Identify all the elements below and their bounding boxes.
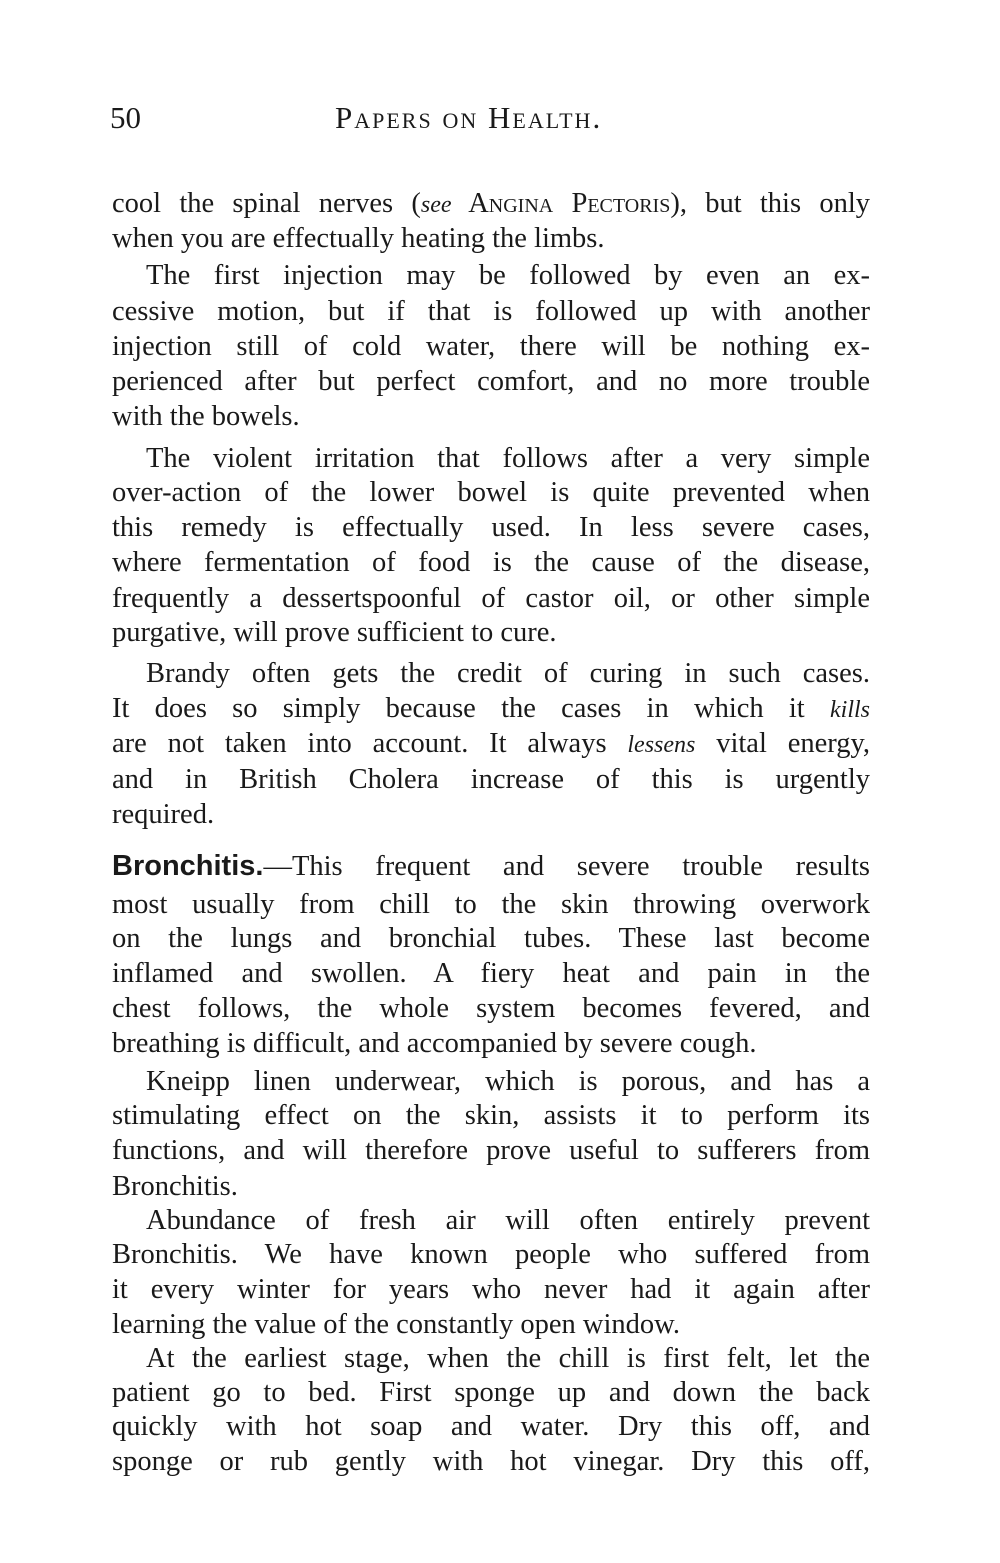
text-segment: and in British Cholera increase of this is urgently <box>112 764 870 795</box>
text-segment: purgative, will prove sufficient to cure. <box>112 617 557 648</box>
text-line <box>112 887 870 922</box>
running-title: Papers on Health. <box>335 100 603 135</box>
text-segment: perienced after but perfect comfort, and no more trouble <box>112 366 870 397</box>
text-segment: sponge or rub gently with hot vinegar. Dry this off, <box>112 1446 870 1477</box>
text-line <box>112 510 870 545</box>
text-segment: where fermentation of food is the cause of the disease, <box>112 547 870 578</box>
text-segment: when you are effectually heating the limbs. <box>112 223 605 254</box>
text-segment: breathing is difficult, and accompanied by severe cough. <box>112 1028 757 1059</box>
text-line <box>112 399 870 434</box>
text-segment: —This frequent and severe trouble results <box>263 851 870 882</box>
text-segment: Angina Pectoris <box>451 188 671 219</box>
text-segment: kills <box>830 697 870 723</box>
text-segment: Abundance of fresh air will often entirely prevent <box>146 1205 870 1236</box>
text-segment: it every winter for years who never had it again after <box>112 1274 870 1305</box>
text-line <box>112 581 870 616</box>
text-segment: learning the value of the constantly open window. <box>112 1309 680 1340</box>
text-segment: most usually from chill to the skin throwing overwork <box>112 889 870 920</box>
text-line <box>112 221 870 256</box>
text-line <box>112 762 870 797</box>
text-line <box>146 1064 870 1099</box>
text-line <box>112 329 870 364</box>
text-line <box>112 991 870 1026</box>
text-line <box>112 1307 870 1342</box>
text-segment: Brandy often gets the credit of curing in such cases. <box>146 658 870 689</box>
text-segment: lessens <box>627 732 696 758</box>
text-line <box>112 364 870 399</box>
text-line <box>112 921 870 956</box>
text-segment: inflamed and swollen. A fiery heat and pain in the <box>112 958 870 989</box>
text-segment: frequently a dessertspoonful of castor oil, or other simple <box>112 583 870 614</box>
text-segment: The first injection may be followed by even an ex- <box>146 260 870 291</box>
text-line <box>112 1169 870 1204</box>
text-line <box>146 441 870 476</box>
text-segment: quickly with hot soap and water. Dry this off, and <box>112 1411 870 1442</box>
text-line <box>112 1409 870 1444</box>
text-line <box>112 294 870 329</box>
text-line <box>112 797 870 832</box>
section-heading: Bronchitis. <box>112 850 264 882</box>
text-line <box>112 545 870 580</box>
text-segment: vital energy, <box>695 728 870 759</box>
text-segment: At the earliest stage, when the chill is first felt, let the <box>146 1343 870 1374</box>
text-line <box>112 691 870 728</box>
text-line <box>112 1098 870 1133</box>
text-segment: functions, and will therefore prove useful to sufferers from <box>112 1135 870 1166</box>
text-segment: It does so simply because the cases in which it <box>112 693 830 724</box>
text-segment: see <box>420 192 452 218</box>
text-segment: injection still of cold water, there will be nothing ex- <box>112 331 870 362</box>
text-line <box>146 1203 870 1238</box>
text-segment: over-action of the lower bowel is quite prevented when <box>112 477 870 508</box>
text-segment: on the lungs and bronchial tubes. These last become <box>112 923 870 954</box>
text-segment: patient go to bed. First sponge up and down the back <box>112 1377 870 1408</box>
text-line <box>112 1026 870 1061</box>
text-segment: stimulating effect on the skin, assists it to perform its <box>112 1100 870 1131</box>
text-line <box>146 258 870 293</box>
text-segment: chest follows, the whole system becomes fevered, and <box>112 993 870 1024</box>
text-segment: this remedy is effectually used. In less severe cases, <box>112 512 870 543</box>
text-line <box>112 726 870 763</box>
text-line <box>146 1341 870 1376</box>
text-segment: are not taken into account. It always <box>112 728 628 759</box>
text-segment: ), but this only <box>670 188 870 219</box>
text-line <box>112 475 870 510</box>
text-line <box>112 1444 870 1479</box>
text-segment: Kneipp linen underwear, which is porous, and has a <box>146 1066 870 1097</box>
text-segment: cessive motion, but if that is followed up with another <box>112 296 870 327</box>
text-line <box>112 615 870 650</box>
text-line <box>112 849 870 884</box>
text-line <box>112 186 870 223</box>
text-line <box>112 956 870 991</box>
text-segment: cool the spinal nerves ( <box>112 188 421 219</box>
text-segment: required. <box>112 799 215 830</box>
text-line <box>112 1237 870 1272</box>
text-segment: Bronchitis. <box>112 1171 238 1202</box>
text-segment: Bronchitis. We have known people who suffered from <box>112 1239 870 1270</box>
text-line <box>112 1133 870 1168</box>
text-segment: with the bowels. <box>112 401 300 432</box>
text-line <box>146 656 870 691</box>
text-line <box>112 1272 870 1307</box>
page-number: 50 <box>110 100 141 135</box>
text-line <box>112 1375 870 1410</box>
text-segment: The violent irritation that follows after a very simple <box>146 443 870 474</box>
